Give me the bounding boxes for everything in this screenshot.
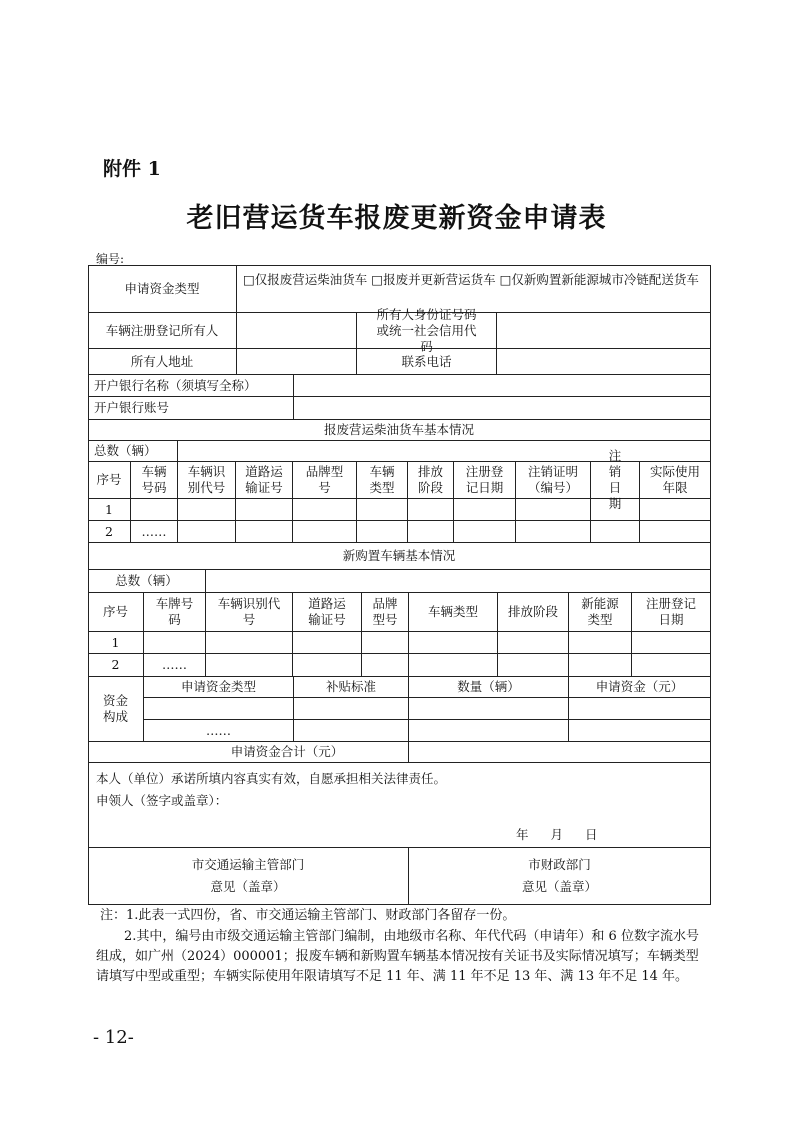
- funding-ellipsis: ……: [144, 720, 294, 742]
- owner-field[interactable]: [237, 313, 357, 349]
- new-cell[interactable]: [362, 654, 409, 677]
- transport-opinion-label: 意见（盖章）: [210, 879, 286, 894]
- new-ellipsis: ……: [144, 654, 206, 677]
- scrapped-header-cell: 道路运输证号: [236, 462, 293, 499]
- funding-side-label: 资金构成: [88, 677, 144, 742]
- scrapped-cell[interactable]: [591, 499, 640, 521]
- new-header-cell: 品牌型号: [362, 593, 409, 632]
- scrapped-header-cell: 注销日期: [591, 462, 640, 499]
- new-cell[interactable]: [144, 632, 206, 654]
- scrapped-cell[interactable]: [454, 521, 516, 543]
- signer-label: 申领人（签字或盖章）：: [96, 793, 228, 808]
- transport-dept-approval[interactable]: [88, 848, 409, 905]
- new-header-cell: 车牌号码: [144, 593, 206, 632]
- id-number-label: 所有人身份证号码或统一社会信用代码: [357, 313, 497, 349]
- funding-header-cell: 数量（辆）: [409, 677, 569, 698]
- transport-dept-label: 市交通运输主管部门: [191, 857, 305, 872]
- scrapped-header-cell: 序号: [88, 462, 131, 499]
- new-header-cell: 车辆类型: [409, 593, 498, 632]
- new-row-number: 2: [88, 654, 144, 677]
- new-header-cell: 车辆识别代号: [206, 593, 293, 632]
- scrapped-total-label: 总数（辆）: [88, 441, 178, 462]
- scrapped-total-field[interactable]: [178, 441, 711, 462]
- scrapped-header-cell: 排放阶段: [408, 462, 454, 499]
- new-cell[interactable]: [569, 632, 632, 654]
- address-field[interactable]: [237, 349, 357, 375]
- new-cell[interactable]: [206, 632, 293, 654]
- scrapped-cell[interactable]: [131, 499, 178, 521]
- scrapped-header-cell: 注销证明（编号）: [516, 462, 591, 499]
- bank-name-label: 开户银行名称（须填写全称）: [88, 375, 294, 397]
- funding-total-label: 申请资金合计（元）: [88, 742, 409, 763]
- scrapped-cell[interactable]: [293, 499, 357, 521]
- scrapped-ellipsis: ……: [131, 521, 178, 543]
- date-year: 年: [516, 827, 529, 842]
- application-form-table: [88, 265, 711, 905]
- scrapped-cell[interactable]: [408, 499, 454, 521]
- new-cell[interactable]: [409, 654, 498, 677]
- scrapped-cell[interactable]: [640, 521, 711, 543]
- scrapped-header-cell: 车辆识别代号: [178, 462, 236, 499]
- new-cell[interactable]: [362, 632, 409, 654]
- scrapped-header-cell: 车辆号码: [131, 462, 178, 499]
- bank-account-field[interactable]: [294, 397, 711, 420]
- finance-opinion-label: 意见（盖章）: [521, 879, 597, 894]
- scrapped-cell[interactable]: [408, 521, 454, 543]
- finance-dept-approval[interactable]: [409, 848, 711, 905]
- scrapped-cell[interactable]: [591, 521, 640, 543]
- scrapped-cell[interactable]: [357, 521, 408, 543]
- new-total-field[interactable]: [206, 570, 711, 593]
- fund-type-options[interactable]: □仅报废营运柴油货车 □报废并更新营运货车 □仅新购置新能源城市冷链配送货车: [237, 265, 711, 313]
- scrapped-cell[interactable]: [640, 499, 711, 521]
- scrapped-header-cell: 实际使用年限: [640, 462, 711, 499]
- new-cell[interactable]: [498, 654, 569, 677]
- signature-date: [516, 827, 598, 843]
- scrapped-cell[interactable]: [454, 499, 516, 521]
- new-header-cell: 注册登记日期: [632, 593, 711, 632]
- new-vehicles-section-title: 新购置车辆基本情况: [88, 543, 711, 570]
- note-1: 注：1.此表一式四份，省、市交通运输主管部门、财政部门各留存一份。: [100, 908, 516, 923]
- new-cell[interactable]: [206, 654, 293, 677]
- phone-label: 联系电话: [357, 349, 497, 375]
- funding-cell[interactable]: [294, 698, 409, 720]
- pledge-text: 本人（单位）承诺所填内容真实有效，自愿承担相关法律责任。: [96, 771, 447, 786]
- scrapped-header-cell: 品牌型号: [293, 462, 357, 499]
- declaration-box: [88, 763, 711, 848]
- form-title: 老旧营运货车报废更新资金申请表: [186, 203, 607, 234]
- new-total-label: 总数（辆）: [88, 570, 206, 593]
- bank-name-field[interactable]: [294, 375, 711, 397]
- scrapped-cell[interactable]: [236, 521, 293, 543]
- funding-cell[interactable]: [409, 698, 569, 720]
- funding-cell[interactable]: [569, 720, 711, 742]
- funding-total-field[interactable]: [409, 742, 711, 763]
- new-cell[interactable]: [498, 632, 569, 654]
- new-header-cell: 排放阶段: [498, 593, 569, 632]
- new-cell[interactable]: [569, 654, 632, 677]
- serial-number-label: 编号:: [96, 252, 125, 266]
- notes: [96, 905, 711, 988]
- scrapped-cell[interactable]: [293, 521, 357, 543]
- new-header-cell: 新能源类型: [569, 593, 632, 632]
- scrapped-section-title: 报废营运柴油货车基本情况: [88, 420, 711, 441]
- new-cell[interactable]: [409, 632, 498, 654]
- new-cell[interactable]: [293, 632, 362, 654]
- date-month: 月: [550, 827, 564, 842]
- funding-header-cell: 申请资金（元）: [569, 677, 711, 698]
- funding-cell[interactable]: [294, 720, 409, 742]
- new-cell[interactable]: [632, 654, 711, 677]
- scrapped-row-number: 2: [88, 521, 131, 543]
- id-number-field[interactable]: [497, 313, 711, 349]
- page-number: - 12-: [93, 1027, 134, 1048]
- scrapped-header-cell: 注册登记日期: [454, 462, 516, 499]
- scrapped-header-cell: 车辆类型: [357, 462, 408, 499]
- scrapped-row-number: 1: [88, 499, 131, 521]
- funding-cell[interactable]: [409, 720, 569, 742]
- funding-cell[interactable]: [144, 698, 294, 720]
- funding-header-cell: 补贴标准: [294, 677, 409, 698]
- scrapped-cell[interactable]: [236, 499, 293, 521]
- funding-cell[interactable]: [569, 698, 711, 720]
- scrapped-cell[interactable]: [516, 499, 591, 521]
- new-cell[interactable]: [632, 632, 711, 654]
- phone-field[interactable]: [497, 349, 711, 375]
- scrapped-cell[interactable]: [516, 521, 591, 543]
- fund-type-label: 申请资金类型: [88, 265, 237, 313]
- new-cell[interactable]: [293, 654, 362, 677]
- note-2: 2.其中，编号由市级交通运输主管部门编制，由地级市名称、年代代码（申请年）和 6 位数字流水号组成，如广州（2024）000001；报废车辆和新购置车辆基本情况按有关证书及实际情况填写；车辆类型请填写中型或重型；车辆实际使用年限请填写不足 11 年、满 11 年不足 13 年、满 13 年不足 14 年。: [96, 929, 699, 984]
- address-label: 所有人地址: [88, 349, 237, 375]
- funding-header-cell: 申请资金类型: [144, 677, 294, 698]
- scrapped-cell[interactable]: [357, 499, 408, 521]
- attachment-label: 附件 1: [103, 158, 161, 180]
- bank-account-label: 开户银行账号: [88, 397, 294, 420]
- new-header-cell: 道路运输证号: [293, 593, 362, 632]
- date-day: 日: [585, 827, 598, 842]
- scrapped-cell[interactable]: [178, 521, 236, 543]
- new-row-number: 1: [88, 632, 144, 654]
- scrapped-cell[interactable]: [178, 499, 236, 521]
- owner-label: 车辆注册登记所有人: [88, 313, 237, 349]
- new-header-cell: 序号: [88, 593, 144, 632]
- finance-dept-label: 市财政部门: [528, 857, 591, 872]
